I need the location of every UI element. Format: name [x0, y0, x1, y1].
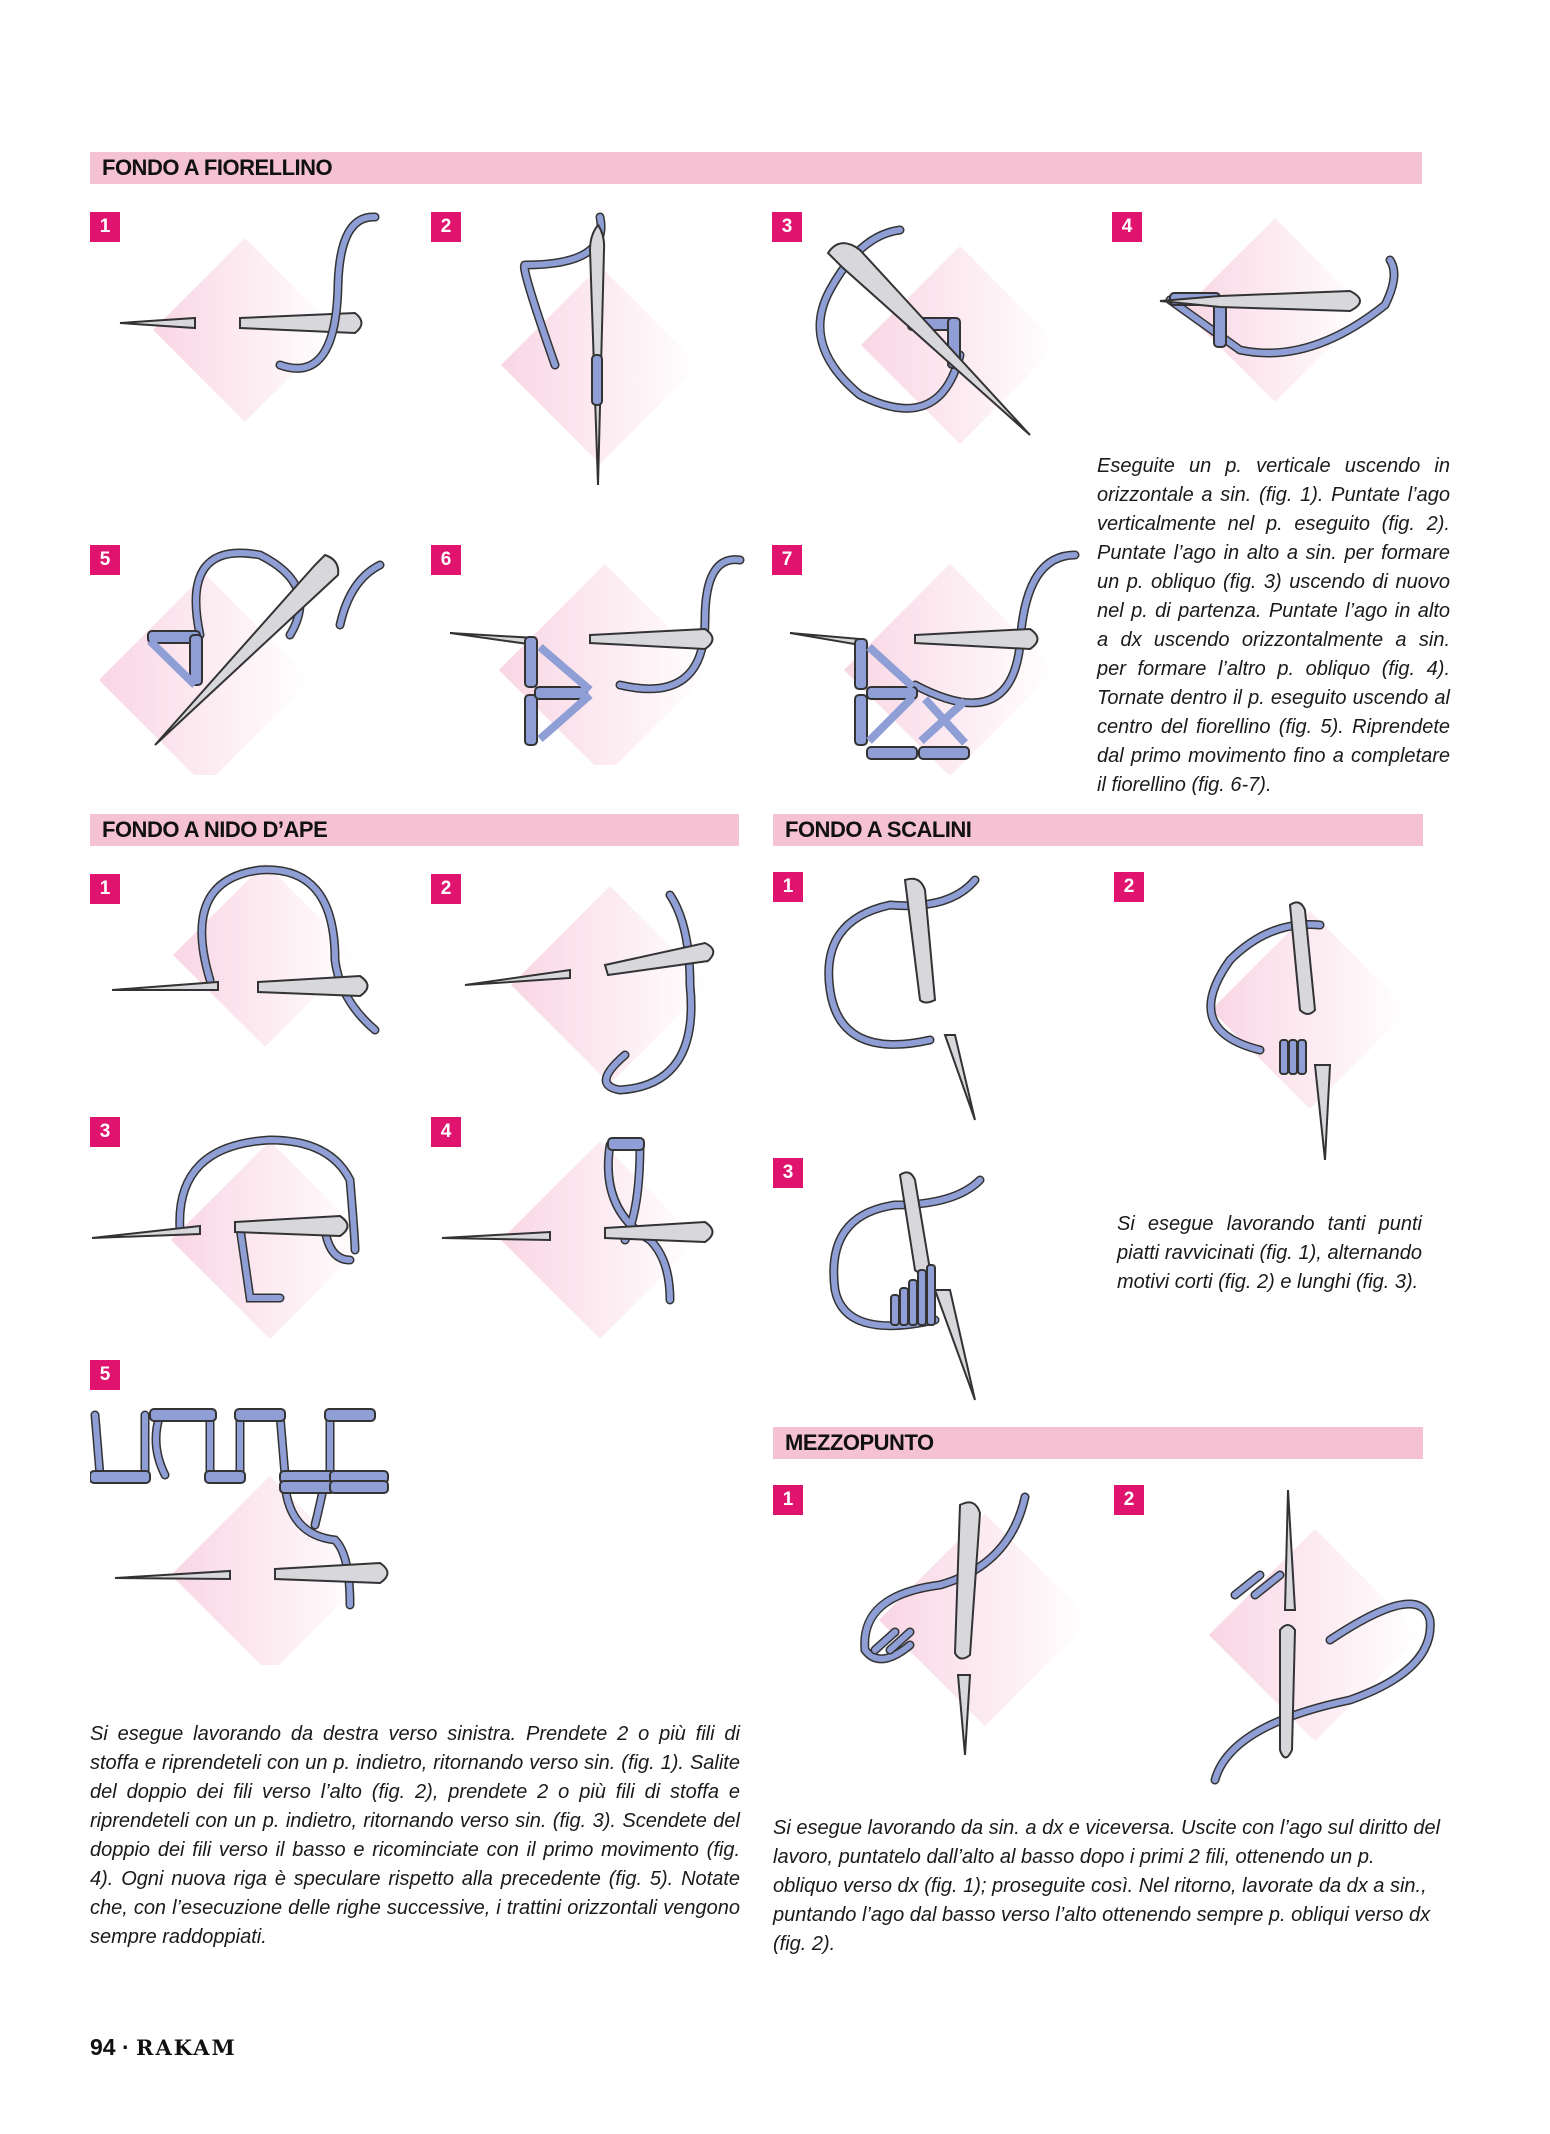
step-badge: 2 — [1114, 1485, 1144, 1515]
stitch-diagram-scalini-1 — [810, 860, 1040, 1130]
step-badge: 1 — [90, 212, 120, 242]
step-badge: 4 — [431, 1117, 461, 1147]
stitch-diagram-fiorellino-4 — [1130, 205, 1430, 405]
stitch-diagram-nido-2 — [440, 865, 740, 1095]
stitch-diagram-mezzopunto-2 — [1180, 1480, 1440, 1800]
step-badge: 2 — [1114, 872, 1144, 902]
step-badge: 1 — [90, 874, 120, 904]
section-header-fiorellino — [90, 152, 1422, 184]
stitch-diagram-scalini-2 — [1180, 890, 1440, 1160]
step-badge: 6 — [431, 545, 461, 575]
section-title: MEZZOPUNTO — [785, 1430, 934, 1455]
footer-separator: · — [121, 2034, 130, 2060]
page-footer — [90, 2034, 237, 2061]
magazine-name: RAKAM — [136, 2035, 237, 2060]
section-title: FONDO A NIDO D’APE — [102, 817, 328, 842]
step-badge: 2 — [431, 212, 461, 242]
stitch-diagram-nido-4 — [440, 1110, 740, 1340]
step-badge: 1 — [773, 1485, 803, 1515]
caption-fiorellino: Eseguite un p. verticale uscendo in orizzontale a sin. (fig. 1). Puntate l’ago verticalmente nel p. eseguito (fig. 2). Puntate l’ago in alto a sin. per formare un p. obliquo (fig. 3) uscendo di nuovo nel p. di partenza. Puntate l’ago in alto a dx uscendo orizzontalmente a sin. per formare l’altro p. obliquo (fig. 4). Tornate dentro il p. eseguito uscendo al centro del fiorellino (fig. 5). Riprendete dal primo movimento fino a completare il fiorellino (fig. 6-7). — [1097, 455, 1450, 796]
stitch-diagram-fiorellino-2 — [440, 205, 740, 495]
step-badge: 2 — [431, 874, 461, 904]
stitch-diagram-nido-5 — [90, 1395, 420, 1665]
section-header-nido — [90, 814, 739, 846]
stitch-diagram-scalini-3 — [815, 1160, 1035, 1410]
step-badge: 3 — [773, 1158, 803, 1188]
stitch-diagram-fiorellino-1 — [100, 205, 400, 425]
stitch-diagram-mezzopunto-1 — [840, 1485, 1100, 1755]
caption-mezzopunto: Si esegue lavorando da sin. a dx e viceversa. Uscite con l’ago sul diritto del lavoro, puntatelo dall’alto al basso dopo i primi 2 fili, ottenendo un p. obliquo verso dx (fig. 1); proseguite così. Nel ritorno, lavorate da dx a sin., puntando l’ago dal basso verso l’alto ottenendo sempre p. obliqui verso dx (fig. 2). — [773, 1817, 1441, 1955]
step-badge: 3 — [90, 1117, 120, 1147]
stitch-diagram-fiorellino-7 — [785, 535, 1095, 775]
section-title: FONDO A SCALINI — [785, 817, 972, 842]
section-header-mezzopunto — [773, 1427, 1423, 1459]
step-badge: 4 — [1112, 212, 1142, 242]
caption-scalini: Si esegue lavorando tanti punti piatti ravvicinati (fig. 1), alternando motivi corti (fig. 2) e lunghi (fig. 3). — [1117, 1213, 1422, 1293]
caption-nido: Si esegue lavorando da destra verso sinistra. Prendete 2 o più fili di stoffa e riprendeteli con un p. indietro, ritornando verso sin. (fig. 1). Salite del doppio dei fili verso l’alto (fig. 2), prendete 2 o più fili di stoffa e riprendeteli con un p. indietro, ritornando verso sin. (fig. 3). Scendete del doppio dei fili verso il basso e ricominciate con il primo movimento (fig. 4). Ogni nuova riga è speculare rispetto alla precedente (fig. 5). Notate che, con l’esecuzione delle righe successive, i trattini orizzontali vengono sempre raddoppiati. — [90, 1723, 740, 1948]
stitch-diagram-fiorellino-5 — [100, 535, 400, 775]
page-number: 94 — [90, 2034, 116, 2060]
step-badge: 5 — [90, 1360, 120, 1390]
step-badge: 7 — [772, 545, 802, 575]
step-badge: 1 — [773, 872, 803, 902]
stitch-diagram-fiorellino-6 — [440, 535, 750, 765]
stitch-diagram-fiorellino-3 — [790, 205, 1090, 445]
stitch-diagram-nido-3 — [90, 1110, 400, 1340]
step-badge: 5 — [90, 545, 120, 575]
stitch-diagram-nido-1 — [100, 860, 400, 1060]
section-title: FONDO A FIORELLINO — [102, 155, 333, 180]
step-badge: 3 — [772, 212, 802, 242]
section-header-scalini — [773, 814, 1423, 846]
